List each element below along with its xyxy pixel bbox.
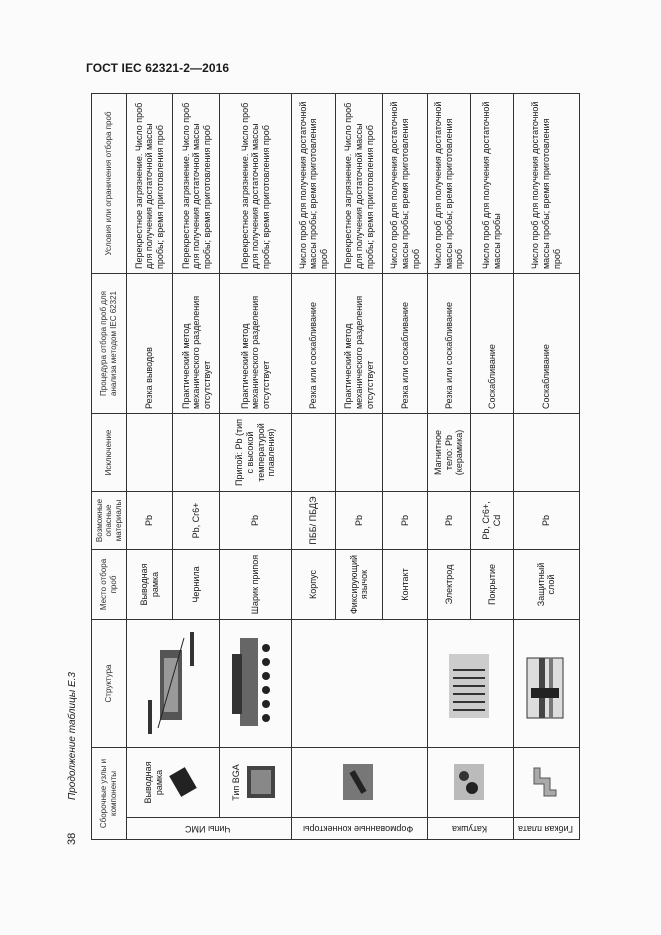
rotated-table-container (91, 94, 580, 840)
place-cell: Шарик припоя (220, 550, 291, 620)
procedure-cell: Практический метод механического разделения отсутствует (220, 274, 291, 414)
col-header-conditions: Условия или ограничения отбора проб (92, 94, 127, 274)
group-cell (126, 818, 291, 840)
col-header-materials: Возможные опасные материалы (92, 492, 127, 550)
component-cell (126, 748, 220, 818)
procedure-cell: Резка или соскабливание (291, 274, 336, 414)
materials-cell: Pb (336, 492, 383, 550)
place-cell: Корпус (291, 550, 336, 620)
flex-board-structure-icon (517, 629, 573, 739)
table-row (220, 94, 291, 840)
lead-frame-structure-icon (144, 629, 200, 739)
flex-board-icon (528, 763, 562, 803)
group-label: Чипы ИМС (184, 823, 230, 834)
conditions-cell: Перекрестное загрязнение. Число проб для получения достаточной массы пробы; время приготовления проб (126, 94, 173, 274)
place-cell: Чернила (173, 550, 220, 620)
place-cell: Защитный слой (513, 550, 579, 620)
conditions-cell: Число проб для получения достаточной массы пробы; время приготовления проб (383, 94, 428, 274)
component-name: Тип BGA (230, 764, 241, 801)
col-header-procedure: Процедура отбора проб для анализа методом IEC 62321 (92, 274, 127, 414)
conditions-cell: Перекрестное загрязнение. Число проб для получения достаточной массы пробы; время приготовления проб (336, 94, 383, 274)
exception-cell: Магнитное тело: Pb (керамика) (428, 414, 471, 492)
exception-cell (513, 414, 579, 492)
component-name: Выводная рамка (143, 761, 164, 804)
coil-icon (452, 763, 486, 803)
connector-icon (341, 763, 375, 803)
coil-structure-icon (441, 629, 497, 739)
structure-cell (428, 620, 514, 748)
page-header: ГОСТ IEC 62321-2—2016 (86, 61, 230, 75)
exception-cell (383, 414, 428, 492)
conditions-cell: Число проб для получения достаточной массы пробы; время приготовления проб (291, 94, 336, 274)
procedure-cell: Резка выводов (126, 274, 173, 414)
exception-cell (126, 414, 173, 492)
exception-cell (470, 414, 513, 492)
group-label: Гибкая плата (517, 823, 573, 834)
procedure-cell: Резка или соскабливание (383, 274, 428, 414)
exception-cell (291, 414, 336, 492)
bga-structure-icon (226, 629, 282, 739)
conditions-cell: Число проб для получения достаточной массы пробы; время приготовления проб (513, 94, 579, 274)
group-label: Формованные коннекторы (303, 823, 414, 834)
place-cell: Электрод (428, 550, 471, 620)
materials-cell: Pb, Cr6+, Cd (470, 492, 513, 550)
table-row (428, 94, 471, 840)
header-row (92, 94, 127, 840)
exception-cell: Припой: Pb (тип с высокой температурой плавления) (220, 414, 291, 492)
structure-cell (291, 620, 427, 748)
structure-cell (126, 620, 220, 748)
conditions-cell: Перекрестное загрязнение. Число проб для получения достаточной массы пробы; время приготовления проб (173, 94, 220, 274)
ic-chip-icon (166, 763, 200, 803)
component-cell (428, 748, 514, 818)
place-cell: Выводная рамка (126, 550, 173, 620)
conditions-cell: Перекрестное загрязнение. Число проб для получения достаточной массы пробы; время приготовления проб (220, 94, 291, 274)
structure-cell (513, 620, 579, 748)
exception-cell (336, 414, 383, 492)
col-header-exception: Исключение (92, 414, 127, 492)
col-header-components: Сборочные узлы и компоненты (92, 748, 127, 840)
component-cell (513, 748, 579, 818)
materials-cell: ПББ/ ПБДЭ (291, 492, 336, 550)
bga-chip-icon (244, 763, 278, 803)
col-header-place: Место отбора проб (92, 550, 127, 620)
table-row (291, 94, 336, 840)
structure-cell (220, 620, 291, 748)
procedure-cell: Практический метод механического разделения отсутствует (336, 274, 383, 414)
place-cell: Покрытие (470, 550, 513, 620)
materials-cell: Pb (220, 492, 291, 550)
group-cell (428, 818, 514, 840)
table-e3 (91, 93, 580, 840)
place-cell: Контакт (383, 550, 428, 620)
group-cell (513, 818, 579, 840)
materials-cell: Pb (126, 492, 173, 550)
col-header-structure: Структура (92, 620, 127, 748)
procedure-cell: Практический метод механического разделения отсутствует (173, 274, 220, 414)
place-cell: Фиксирующий язычок (336, 550, 383, 620)
component-cell (291, 748, 427, 818)
table-caption: Продолжение таблицы Е.3 (67, 672, 78, 800)
exception-cell (173, 414, 220, 492)
table-row (126, 94, 173, 840)
materials-cell: Pb (383, 492, 428, 550)
materials-cell: Pb, Cr6+ (173, 492, 220, 550)
materials-cell: Pb (428, 492, 471, 550)
conditions-cell: Число проб для получения достаточной массы пробы (470, 94, 513, 274)
group-cell (291, 818, 427, 840)
page-number: 38 (66, 832, 78, 845)
materials-cell: Pb (513, 492, 579, 550)
group-label: Катушка (451, 823, 487, 834)
table-row (513, 94, 579, 840)
component-cell (220, 748, 291, 818)
procedure-cell: Соскабливание (470, 274, 513, 414)
conditions-cell: Число проб для получения достаточной массы пробы; время приготовления проб (428, 94, 471, 274)
procedure-cell: Соскабливание (513, 274, 579, 414)
procedure-cell: Резка или соскабливание (428, 274, 471, 414)
